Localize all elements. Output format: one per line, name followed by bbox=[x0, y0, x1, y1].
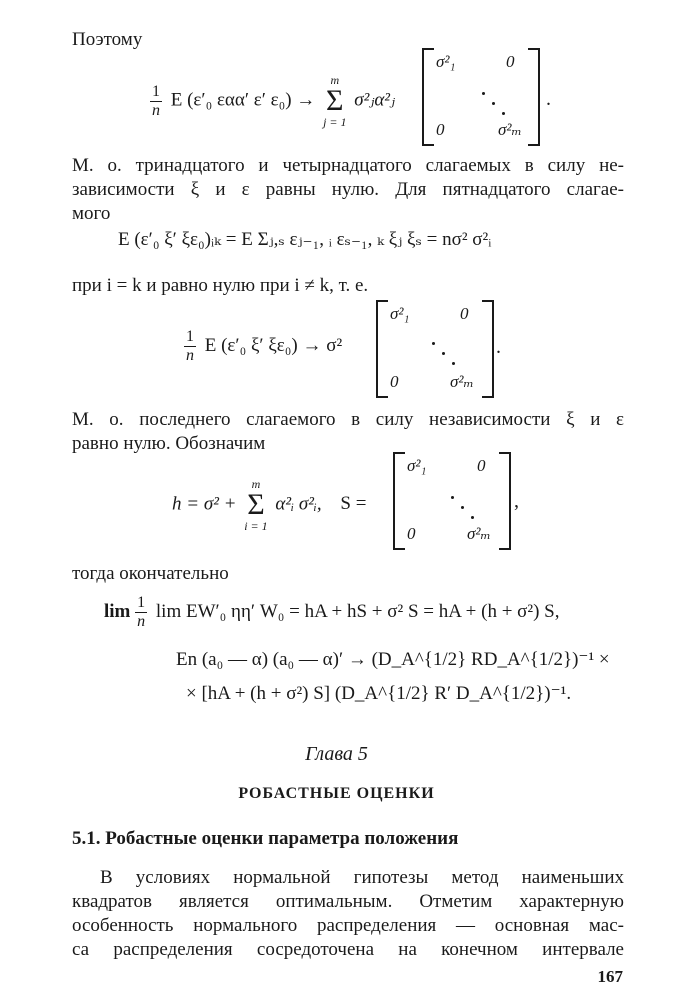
book-page: Поэтому $\frac{1}{n}$ E (ε′₀ εαα′ ε′ ε₀) → m Σ j = 1 σ²ⱼα²ⱼ σ²₁ 0 0 σ²ₘ . М. о. тринадцатого и четырнадцатого слагаемых в силу не- зависимости ξ и ε равны нулю. Для пятнадцатого слагае- мого E (ε′₀ ξ′ ξε₀)ᵢₖ = E Σⱼ,ₛ εⱼ₋₁, ᵢ εₛ₋₁, ₖ ξⱼ ξₛ = nσ² σ²ᵢ при i = k и равно нулю при i ≠ k, т. е. $\frac{1}{n}$ E (ε′₀ ξ′ ξε₀) → σ² σ²₁ 0 0 σ²ₘ . М. о. последнего слагаемого в силу независимости ξ и ε равно нулю. Обозначим h = σ² + m Σ i = 1 α²ᵢ σ²ᵢ, S = σ²₁ 0 0 σ²ₘ , тогда окончательно lim $\frac{1}{n}$ lim EW′₀ ηη′ W₀ = hA + hS + σ² S = hA + (h + σ²) S, En (a₀ — α) (a₀ — α)′ → (D_A^{1/2} RD_A^{1/2})⁻¹ × × [hA + (h + σ²) S] (D_A^{1/2} R′ D_A^{1/2})⁻¹. Глава 5 РОБАСТНЫЕ ОЦЕНКИ 5.1. Робастные оценки параметра положения В условиях нормальной гипотезы метод наименьших квадратов является оптимальным. Отметим характерную особенность нормального распределения — основная мас- са распределения сосредоточена на конечном интервале 167 bbox=[0, 0, 673, 1000]
text-line: Поэтому bbox=[72, 29, 143, 50]
section-heading: 5.1. Робастные оценки параметра положения bbox=[72, 828, 459, 849]
text-line: М. о. тринадцатого и четырнадцатого слагаемых в силу не- bbox=[72, 155, 624, 176]
formula-7: × [hA + (h + σ²) S] (D_A^{1/2} R′ D_A^{1/2})⁻¹. bbox=[186, 683, 572, 704]
fraction: $\frac{1}{n}$ bbox=[152, 82, 160, 119]
formula-3: $\frac{1}{n}$ E (ε′₀ ξ′ ξε₀) → σ² bbox=[186, 328, 343, 364]
diagonal-matrix: σ²₁ 0 0 σ²ₘ bbox=[393, 452, 511, 550]
formula-6: En (a₀ — α) (a₀ — α)′ → (D_A^{1/2} RD_A^{1/2})⁻¹ × bbox=[176, 649, 610, 670]
text-line: мого bbox=[72, 203, 111, 224]
text-line: при i = k и равно нулю при i ≠ k, т. е. bbox=[72, 275, 369, 296]
sum-symbol: m Σ j = 1 bbox=[323, 73, 347, 129]
formula-2: E (ε′₀ ξ′ ξε₀)ᵢₖ = E Σⱼ,ₛ εⱼ₋₁, ᵢ εₛ₋₁, ₖ ξⱼ ξₛ = nσ² σ²ᵢ bbox=[118, 229, 492, 250]
text-line: В условиях нормальной гипотезы метод наименьших bbox=[100, 867, 624, 888]
text-line: равно нулю. Обозначим bbox=[72, 433, 266, 454]
text-line: М. о. последнего слагаемого в силу независимости ξ и ε bbox=[72, 409, 624, 430]
formula-4: h = σ² + m Σ i = 1 α²ᵢ σ²ᵢ, S = bbox=[172, 477, 367, 533]
page-number: 167 bbox=[597, 967, 623, 986]
chapter-label: Глава 5 bbox=[305, 743, 368, 765]
chapter-title: РОБАСТНЫЕ ОЦЕНКИ bbox=[238, 785, 435, 802]
formula-5: lim $\frac{1}{n}$ lim EW′₀ ηη′ W₀ = hA + hS + σ² S = hA + (h + σ²) S, bbox=[104, 594, 560, 630]
diagonal-matrix: σ²₁ 0 0 σ²ₘ bbox=[422, 48, 540, 146]
text-line: са распределения сосредоточена на конечном интервале bbox=[72, 939, 624, 960]
text-line: особенность нормального распределения — основная мас- bbox=[72, 915, 624, 936]
formula-1: $\frac{1}{n}$ E (ε′₀ εαα′ ε′ ε₀) → m Σ j = 1 σ²ⱼα²ⱼ bbox=[152, 73, 396, 129]
text-line: квадратов является оптимальным. Отметим характерную bbox=[72, 891, 624, 912]
diagonal-matrix: σ²₁ 0 0 σ²ₘ bbox=[376, 300, 494, 398]
text-line: тогда окончательно bbox=[72, 563, 229, 584]
text-line: зависимости ξ и ε равны нулю. Для пятнадцатого слагае- bbox=[72, 179, 624, 200]
